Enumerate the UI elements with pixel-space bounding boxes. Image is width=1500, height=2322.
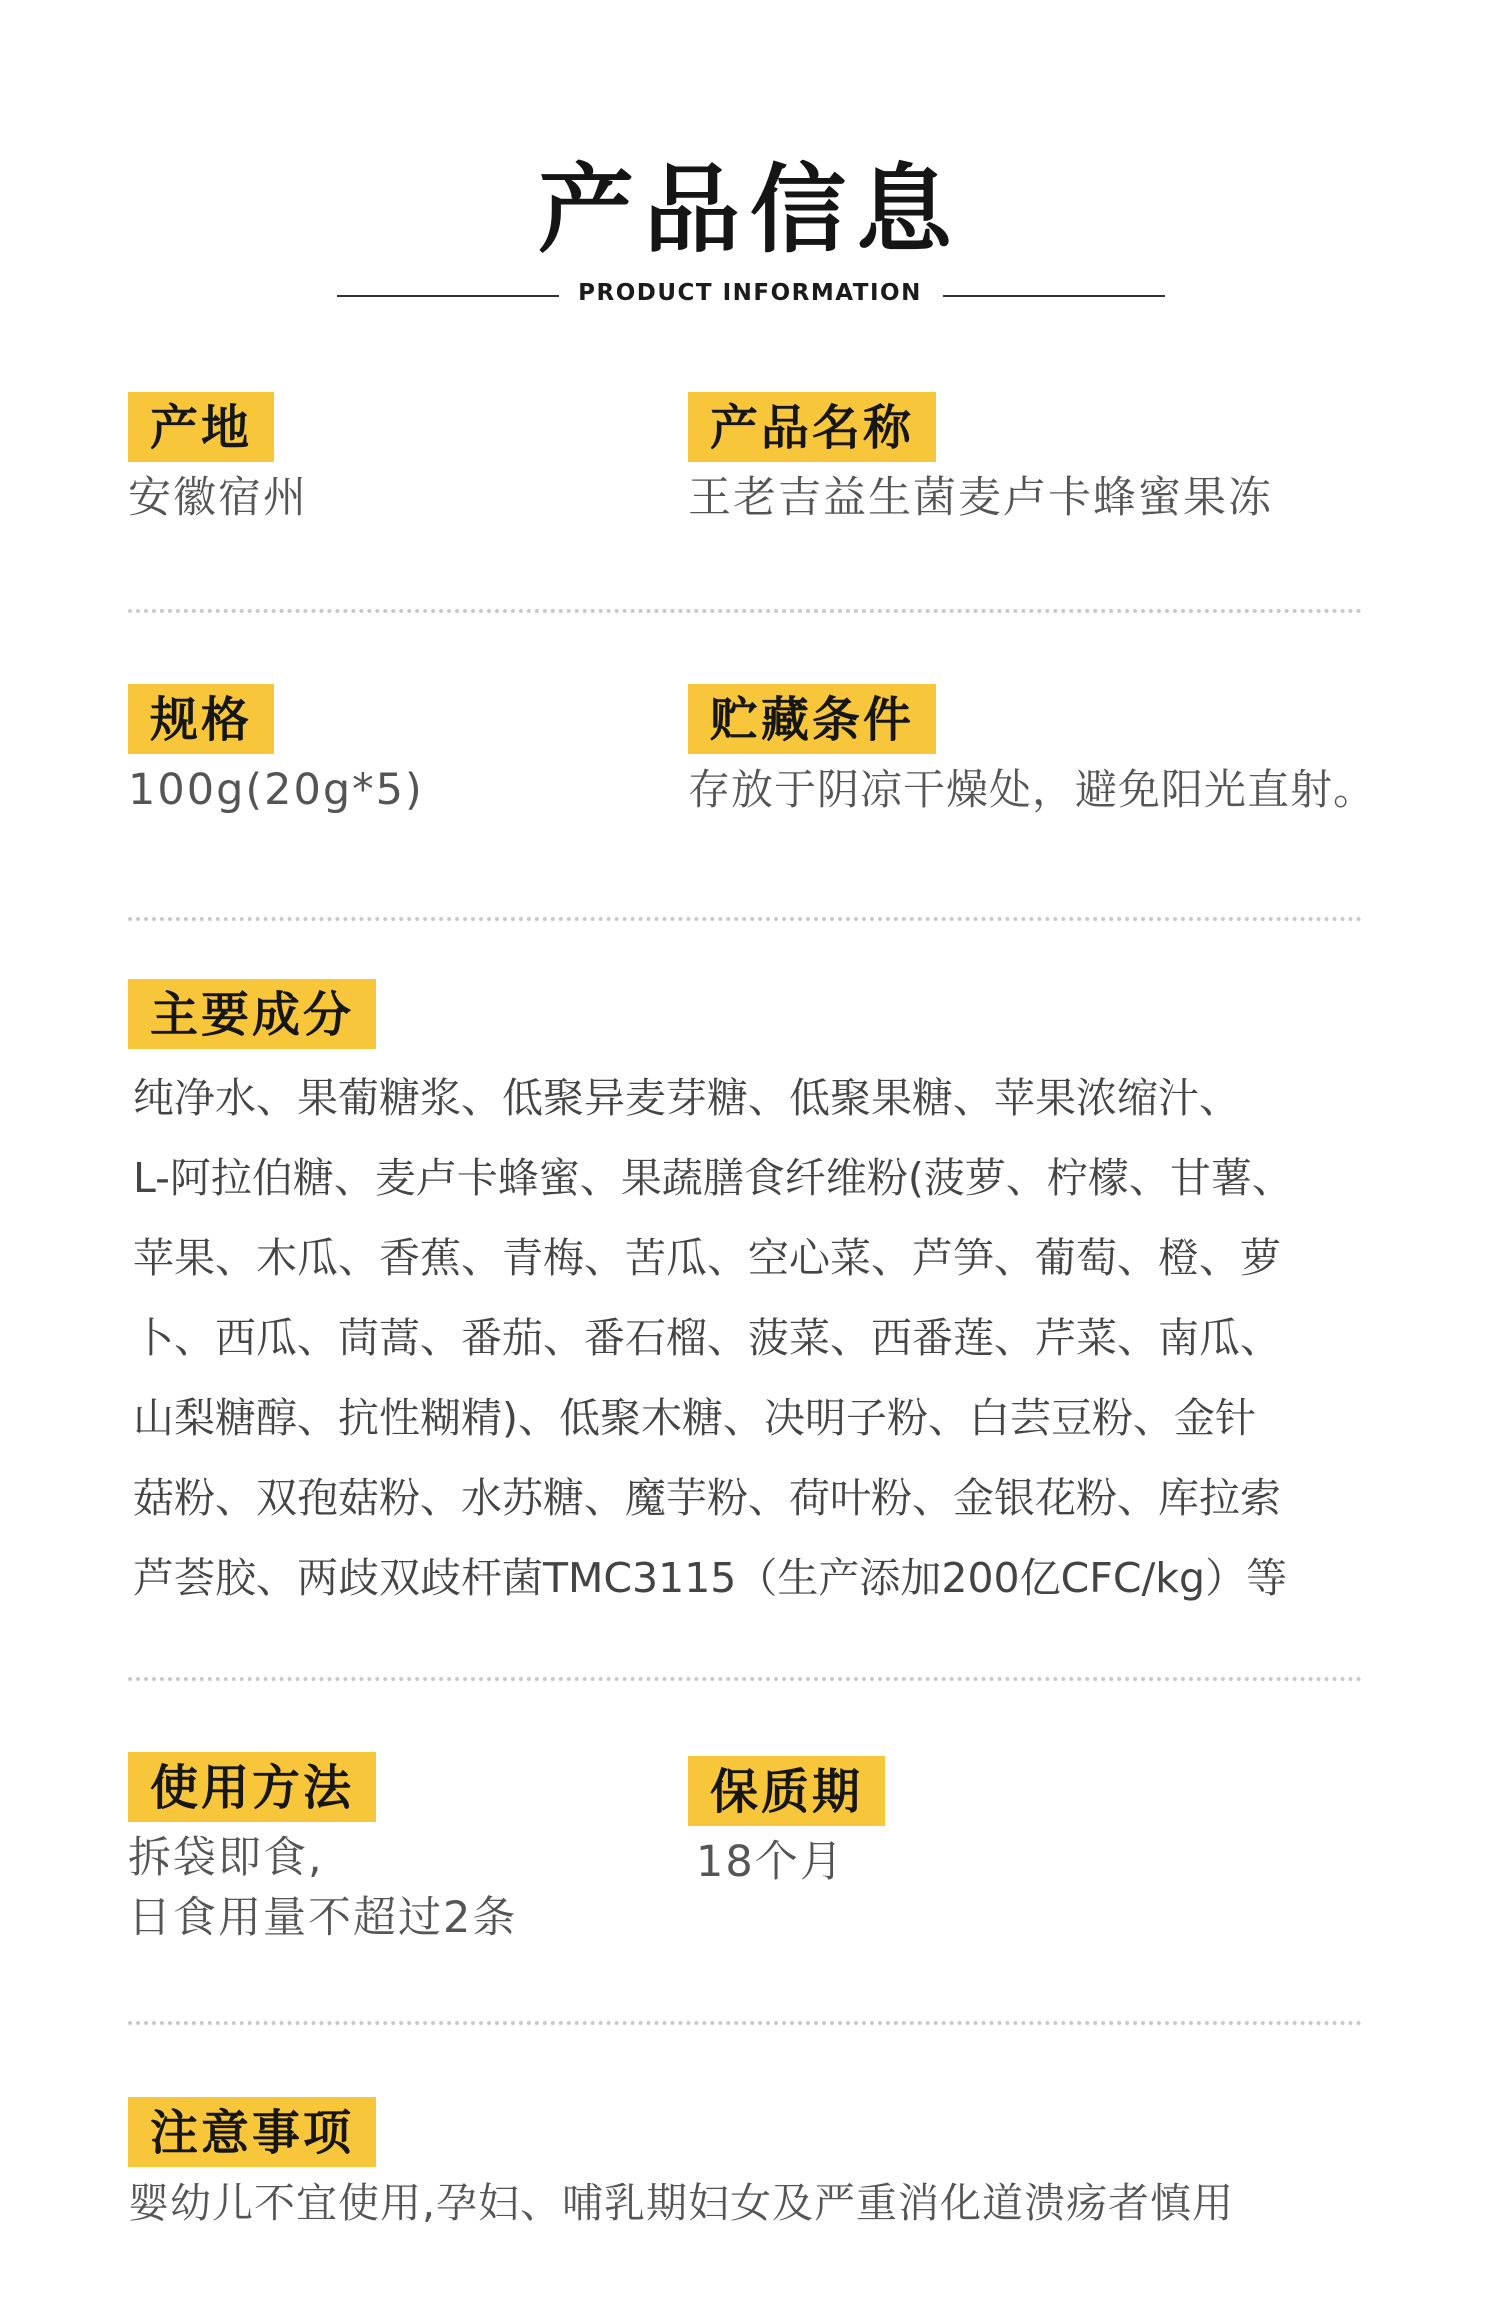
subtitle-line-right: [943, 295, 1165, 297]
ingredients-list: [133, 1058, 1383, 1618]
notes-value: 婴幼儿不宜使用,孕妇、哺乳期妇女及严重消化道溃疡者慎用: [128, 2179, 1235, 2227]
usage-value: [128, 1828, 517, 1948]
subtitle-line-left: [337, 295, 559, 297]
origin-value: 安徽宿州: [128, 473, 308, 523]
usage-line: 拆袋即食,: [128, 1833, 324, 1883]
ingredients-line: 纯净水、果葡糖浆、低聚异麦芽糖、低聚果糖、苹果浓缩汁、: [133, 1074, 1240, 1122]
ingredients-line: 芦荟胶、两歧双歧杆菌TMC3115（生产添加200亿CFC/kg）等: [133, 1554, 1288, 1602]
storage-label: 贮藏条件: [688, 684, 936, 754]
usage-line: 日食用量不超过2条: [128, 1893, 518, 1943]
page-subtitle: PRODUCT INFORMATION: [578, 280, 922, 306]
ingredients-line: 菇粉、双孢菇粉、水苏糖、魔芋粉、荷叶粉、金银花粉、库拉索: [133, 1474, 1281, 1522]
header: [0, 150, 1500, 270]
origin-label: 产地: [128, 392, 274, 462]
usage-label: 使用方法: [128, 1752, 376, 1822]
spec-section: [128, 684, 424, 820]
spec-label: 规格: [128, 684, 274, 754]
divider-1: [128, 609, 1362, 613]
origin-section: [128, 392, 308, 528]
page-title: 产品信息: [538, 154, 962, 266]
ingredients-line: 山梨糖醇、抗性糊精)、低聚木糖、决明子粉、白芸豆粉、金针: [133, 1394, 1256, 1442]
storage-section: [688, 684, 1376, 820]
ingredients-section: [128, 979, 376, 1049]
storage-value: 存放于阴凉干燥处，避免阳光直射。: [688, 765, 1377, 814]
shelf-life-value: 18个月: [696, 1837, 845, 1887]
divider-3: [128, 1677, 1362, 1681]
ingredients-line: L-阿拉伯糖、麦卢卡蜂蜜、果蔬膳食纤维粉(菠萝、柠檬、甘薯、: [133, 1154, 1293, 1202]
ingredients-label: 主要成分: [128, 979, 376, 1049]
divider-2: [128, 917, 1362, 921]
notes-section: [128, 2097, 1234, 2233]
notes-label: 注意事项: [128, 2097, 376, 2167]
ingredients-line: 卜、西瓜、茼蒿、番茄、番石榴、菠菜、西番莲、芹菜、南瓜、: [133, 1314, 1281, 1362]
ingredients-line: 苹果、木瓜、香蕉、青梅、苦瓜、空心菜、芦笋、葡萄、橙、萝: [133, 1234, 1281, 1282]
usage-section: [128, 1752, 517, 1948]
product-name-section: [688, 392, 1273, 528]
spec-value: 100g(20g*5): [128, 765, 424, 815]
shelf-life-label: 保质期: [688, 1756, 885, 1826]
product-name-label: 产品名称: [688, 392, 936, 462]
divider-4: [128, 2021, 1362, 2025]
shelf-life-section: [688, 1756, 885, 1892]
product-name-value: 王老吉益生菌麦卢卡蜂蜜果冻: [688, 473, 1273, 523]
